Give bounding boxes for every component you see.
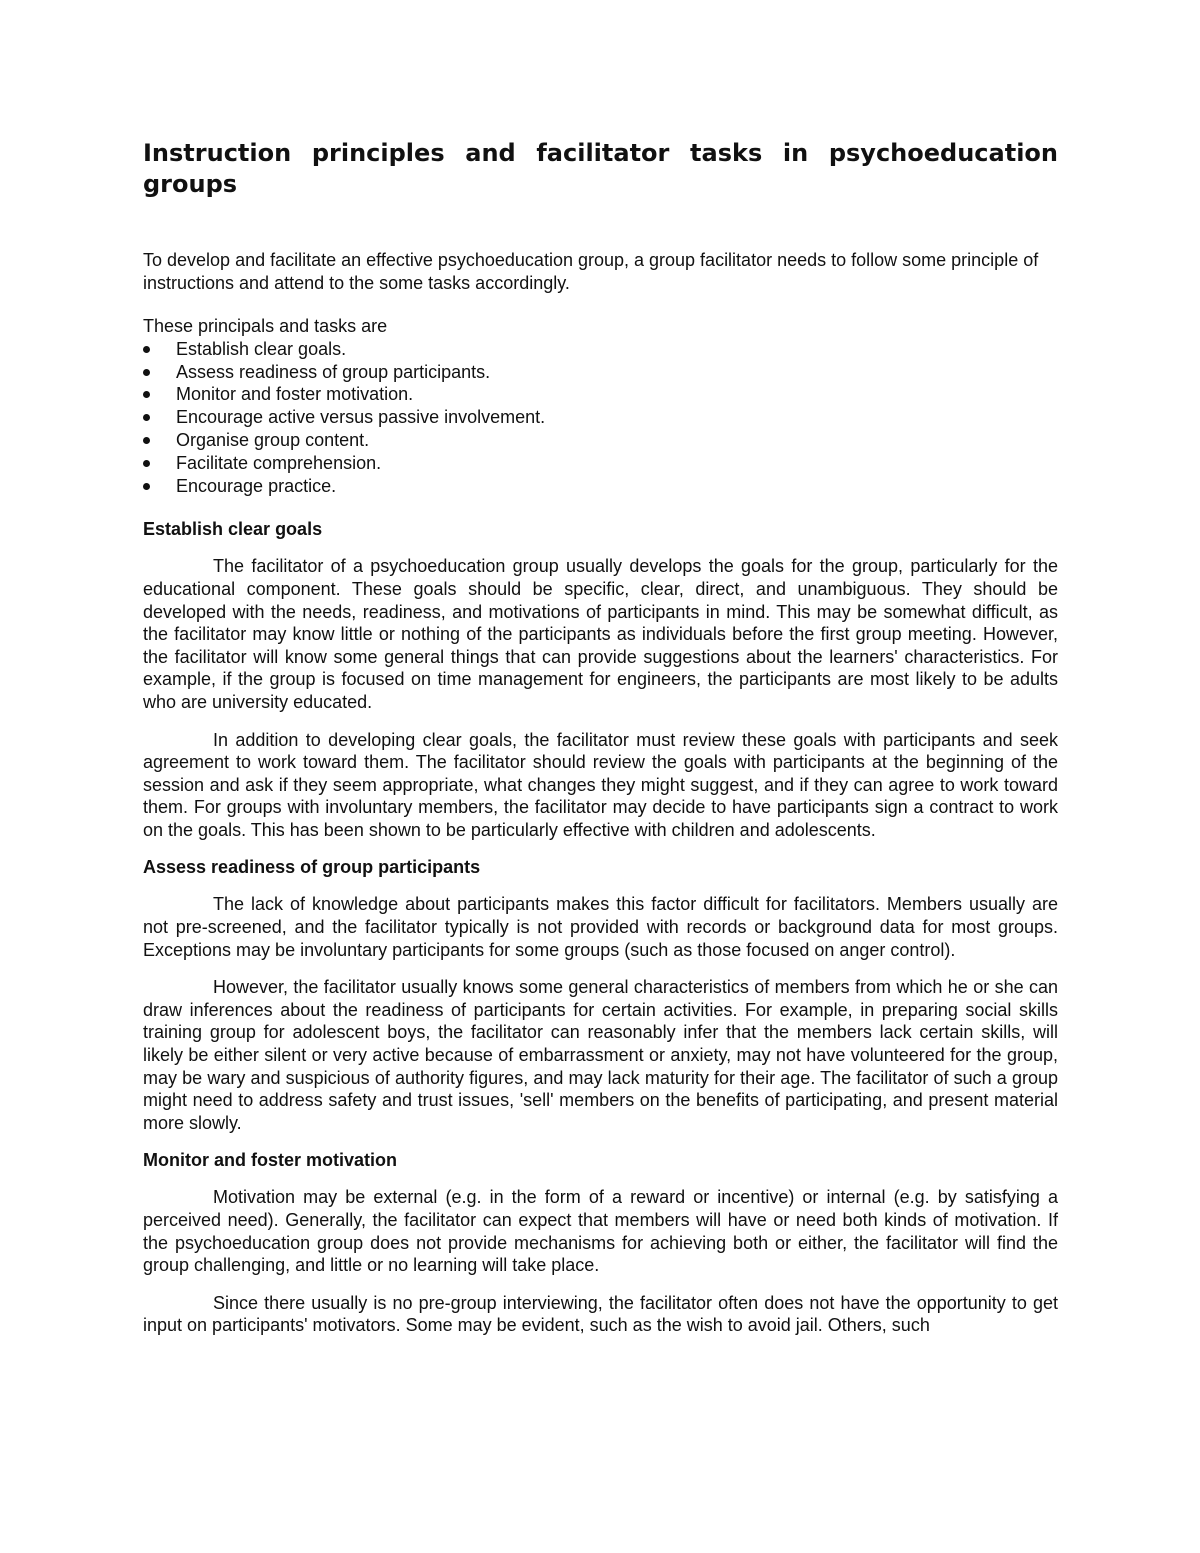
bullet-dot-icon — [143, 414, 150, 421]
body-paragraph: The lack of knowledge about participants makes this factor difficult for facilitators. Members usually are not pre-screened, and the facilitator typically is not provided with records or background data for most groups. Exceptions may be involuntary participants for some groups (such as those focused on anger control). — [143, 894, 1058, 960]
body-paragraph: Since there usually is no pre-group interviewing, the facilitator often does not have the opportunity to get input on participants' motivators. Some may be evident, such as the wish to avoid jail. Others, such — [143, 1292, 1058, 1336]
bullet-item — [143, 338, 1058, 361]
bullet-item — [143, 475, 1058, 498]
bullet-text: Organise group content. — [176, 429, 370, 450]
section-establish-clear-goals — [143, 518, 1058, 841]
section-assess-readiness — [143, 856, 1058, 1134]
bullet-text: Encourage practice. — [176, 475, 337, 496]
bullet-dot-icon — [143, 483, 150, 490]
section-heading: Assess readiness of group participants — [143, 857, 481, 878]
bullet-text: Establish clear goals. — [176, 338, 347, 359]
section-heading: Monitor and foster motivation — [143, 1150, 397, 1171]
document-title: Instruction principles and facilitator tasks in psychoeducation groups — [143, 139, 1058, 198]
bullet-text: Encourage active versus passive involvement. — [176, 407, 546, 428]
bullet-text: Facilitate comprehension. — [176, 452, 382, 473]
section-monitor-motivation — [143, 1149, 1058, 1337]
body-paragraph: In addition to developing clear goals, the facilitator must review these goals with participants and seek agreement to work toward them. The facilitator should review the goals with participants at the beginning of the session and ask if they seem appropriate, what changes they might suggest, and if they can agree to work toward them. For groups with involuntary members, the facilitator may decide to have participants sign a contract to work on the goals. This has been shown to be particularly effective with children and adolescents. — [143, 729, 1058, 840]
intro-paragraph: To develop and facilitate an effective psychoeducation group, a group facilitator needs to follow some principle of instructions and attend to the some tasks accordingly. — [143, 250, 1039, 293]
body-paragraph: Motivation may be external (e.g. in the form of a reward or incentive) or internal (e.g. by satisfying a perceived need). Generally, the facilitator can expect that members will have or need both kinds of motivation. If the psychoeducation group does not provide mechanisms for achieving both or either, the facilitator will find the group challenging, and little or no learning will take place. — [143, 1187, 1058, 1276]
document-page — [143, 138, 1058, 1352]
bullet-dot-icon — [143, 369, 150, 376]
tasks-bullet-list — [143, 338, 1058, 498]
section-heading: Establish clear goals — [143, 519, 323, 540]
bullet-item — [143, 383, 1058, 406]
bullet-text: Assess readiness of group participants. — [176, 361, 491, 382]
bullet-item — [143, 452, 1058, 475]
bullet-dot-icon — [143, 346, 150, 353]
bullet-item — [143, 406, 1058, 429]
bullet-dot-icon — [143, 460, 150, 467]
list-lead-text: These principals and tasks are — [143, 316, 388, 337]
bullet-text: Monitor and foster motivation. — [176, 384, 414, 405]
body-paragraph: The facilitator of a psychoeducation group usually develops the goals for the group, particularly for the educational component. These goals should be specific, clear, direct, and unambiguous. They should be developed with the needs, readiness, and motivations of participants in mind. This may be somewhat difficult, as the facilitator may know little or nothing of the participants as individuals before the first group meeting. However, the facilitator will know some general things that can provide suggestions about the learners' characteristics. For example, if the group is focused on time management for engineers, the participants are most likely to be adults who are university educated. — [143, 556, 1058, 712]
bullet-item — [143, 429, 1058, 452]
bullet-item — [143, 361, 1058, 384]
bullet-dot-icon — [143, 391, 150, 398]
bullet-dot-icon — [143, 437, 150, 444]
body-paragraph: However, the facilitator usually knows some general characteristics of members from which he or she can draw inferences about the readiness of participants for certain activities. For example, in preparing social skills training group for adolescent boys, the facilitator can reasonably infer that the members lack certain skills, will likely be either silent or very active because of embarrassment or anxiety, may not have volunteered for the group, may be wary and suspicious of authority figures, and may lack maturity for their age. The facilitator of such a group might need to address safety and trust issues, 'sell' members on the benefits of participating, and present material more slowly. — [143, 977, 1058, 1133]
